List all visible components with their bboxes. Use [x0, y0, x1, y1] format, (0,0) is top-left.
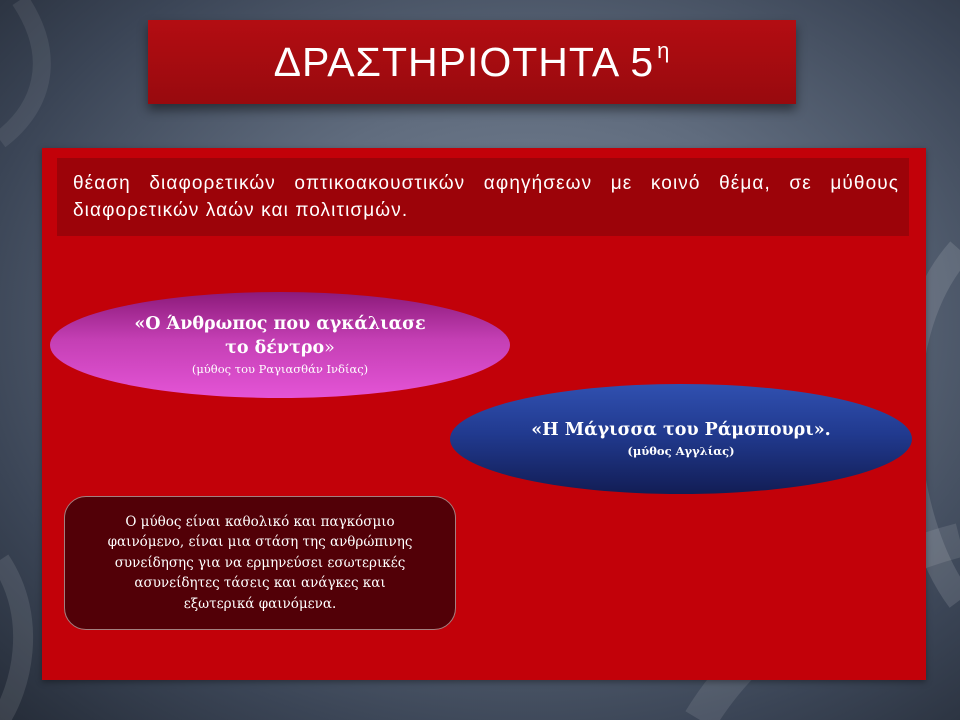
myth-india-title	[134, 312, 425, 360]
myth-india-title-line2-wrap	[134, 336, 425, 360]
myth-india-title-line2: το δέντρο	[225, 338, 325, 358]
myth-ellipse-england	[450, 384, 912, 494]
slide-title-superscript: η	[657, 38, 671, 63]
myth-definition-box	[64, 496, 456, 630]
myth-definition-line: συνείδησης για να ερμηνεύσει εσωτερικές	[114, 554, 406, 571]
myth-definition-line: ασυνείδητες τάσεις και ανάγκες και	[134, 575, 386, 592]
description-text: θέαση διαφορετικών οπτικοακουστικών αφηγήσεων με κοινό θέμα, σε μύθους διαφορετικών λαών και πολιτισμών.	[73, 173, 899, 221]
slide-title	[274, 38, 671, 86]
myth-definition-line: Ο μύθος είναι καθολικό και παγκόσμιο	[125, 513, 395, 530]
myth-india-title-line1: «Ο Άνθρωπος που αγκάλιασε	[134, 314, 426, 334]
myth-definition-line: εξωτερικά φαινόμενα.	[183, 595, 337, 612]
myth-india-subtitle: (μύθος του Ραγιασθάν Ινδίας)	[191, 362, 369, 376]
title-banner	[148, 20, 796, 104]
myth-england-subtitle: (μύθος Αγγλίας)	[627, 444, 735, 458]
myth-england-title: «Η Μάγισσα του Ράμσπουρι».	[531, 420, 831, 440]
myth-india-title-close: »	[324, 338, 335, 358]
myth-ellipse-india	[50, 292, 510, 398]
myth-definition-text	[108, 512, 413, 615]
myth-definition-line: φαινόμενο, είναι μια στάση της ανθρώπινης	[107, 534, 413, 551]
content-panel	[42, 148, 926, 680]
slide-title-main: ΔΡΑΣΤΗΡΙΟΤΗΤΑ 5	[273, 39, 655, 85]
description-box	[57, 158, 909, 236]
